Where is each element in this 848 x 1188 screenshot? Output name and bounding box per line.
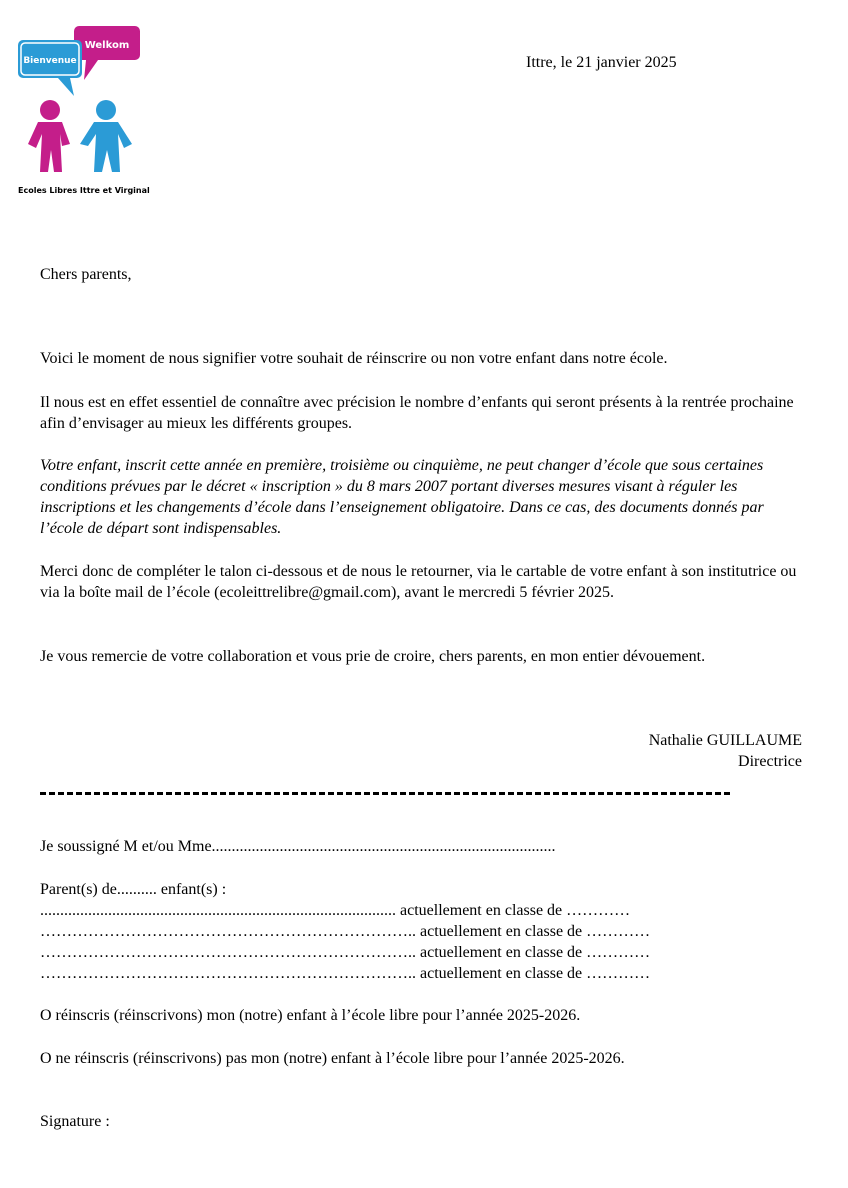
paragraph-instructions: Merci donc de compléter le talon ci-dessous et de nous le retourner, via le cartable de votre enfant à son institutrice ou via la boîte mail de l’école (ecoleittrelibre@gmail.com), avant le mercredi 5 février 2025. <box>40 563 797 601</box>
logo-graphic <box>14 22 144 187</box>
signatory-name: Nathalie GUILLAUME <box>648 732 802 749</box>
child-line: …………………………………………………………….. actuellement en classe de ………… <box>40 965 651 982</box>
bienvenue-text: Bienvenue <box>23 56 77 66</box>
signatory-title: Directrice <box>738 753 802 770</box>
child-line: ......................................................................................... actuellement en classe de ………… <box>40 902 631 919</box>
welkom-text: Welkom <box>84 40 130 51</box>
child-figure-magenta <box>28 100 70 172</box>
logo-caption: Ecoles Libres Ittre et Virginal <box>18 186 150 195</box>
child-line: …………………………………………………………….. actuellement en classe de ………… <box>40 923 651 940</box>
cut-line <box>40 792 730 798</box>
paragraph-intro: Voici le moment de nous signifier votre souhait de réinscrire ou non votre enfant dans notre école. <box>40 350 668 367</box>
reenroll-option: O réinscris (réinscrivons) mon (notre) enfant à l’école libre pour l’année 2025-2026. <box>40 1007 581 1024</box>
no-reenroll-option: O ne réinscris (réinscrivons) pas mon (notre) enfant à l’école libre pour l’année 2025-2026. <box>40 1050 625 1067</box>
signature-label: Signature : <box>40 1113 110 1130</box>
school-logo <box>14 22 144 187</box>
undersigned-line: Je soussigné M et/ou Mme...................................................................................... <box>40 838 556 855</box>
child-figure-blue <box>80 100 132 172</box>
paragraph-closing: Je vous remercie de votre collaboration et vous prie de croire, chers parents, en mon entier dévouement. <box>40 648 706 665</box>
date-line: Ittre, le 21 janvier 2025 <box>526 54 677 71</box>
parents-of-line: Parent(s) de.......... enfant(s) : <box>40 881 227 898</box>
child-line: …………………………………………………………….. actuellement en classe de ………… <box>40 944 651 961</box>
paragraph-purpose: Il nous est en effet essentiel de connaître avec précision le nombre d’enfants qui seront présents à la rentrée prochaine afin d’envisager au mieux les différents groupes. <box>40 394 794 432</box>
paragraph-decree: Votre enfant, inscrit cette année en première, troisième ou cinquième, ne peut changer d’école que sous certaines conditions prévues par le décret « inscription » du 8 mars 2007 portant diverses mesures visant à réguler les inscriptions et les changements d’école dans l’enseignement obligatoire. Dans ce cas, des documents donnés par l’école de départ sont indispensables. <box>40 457 764 537</box>
greeting: Chers parents, <box>40 266 132 283</box>
